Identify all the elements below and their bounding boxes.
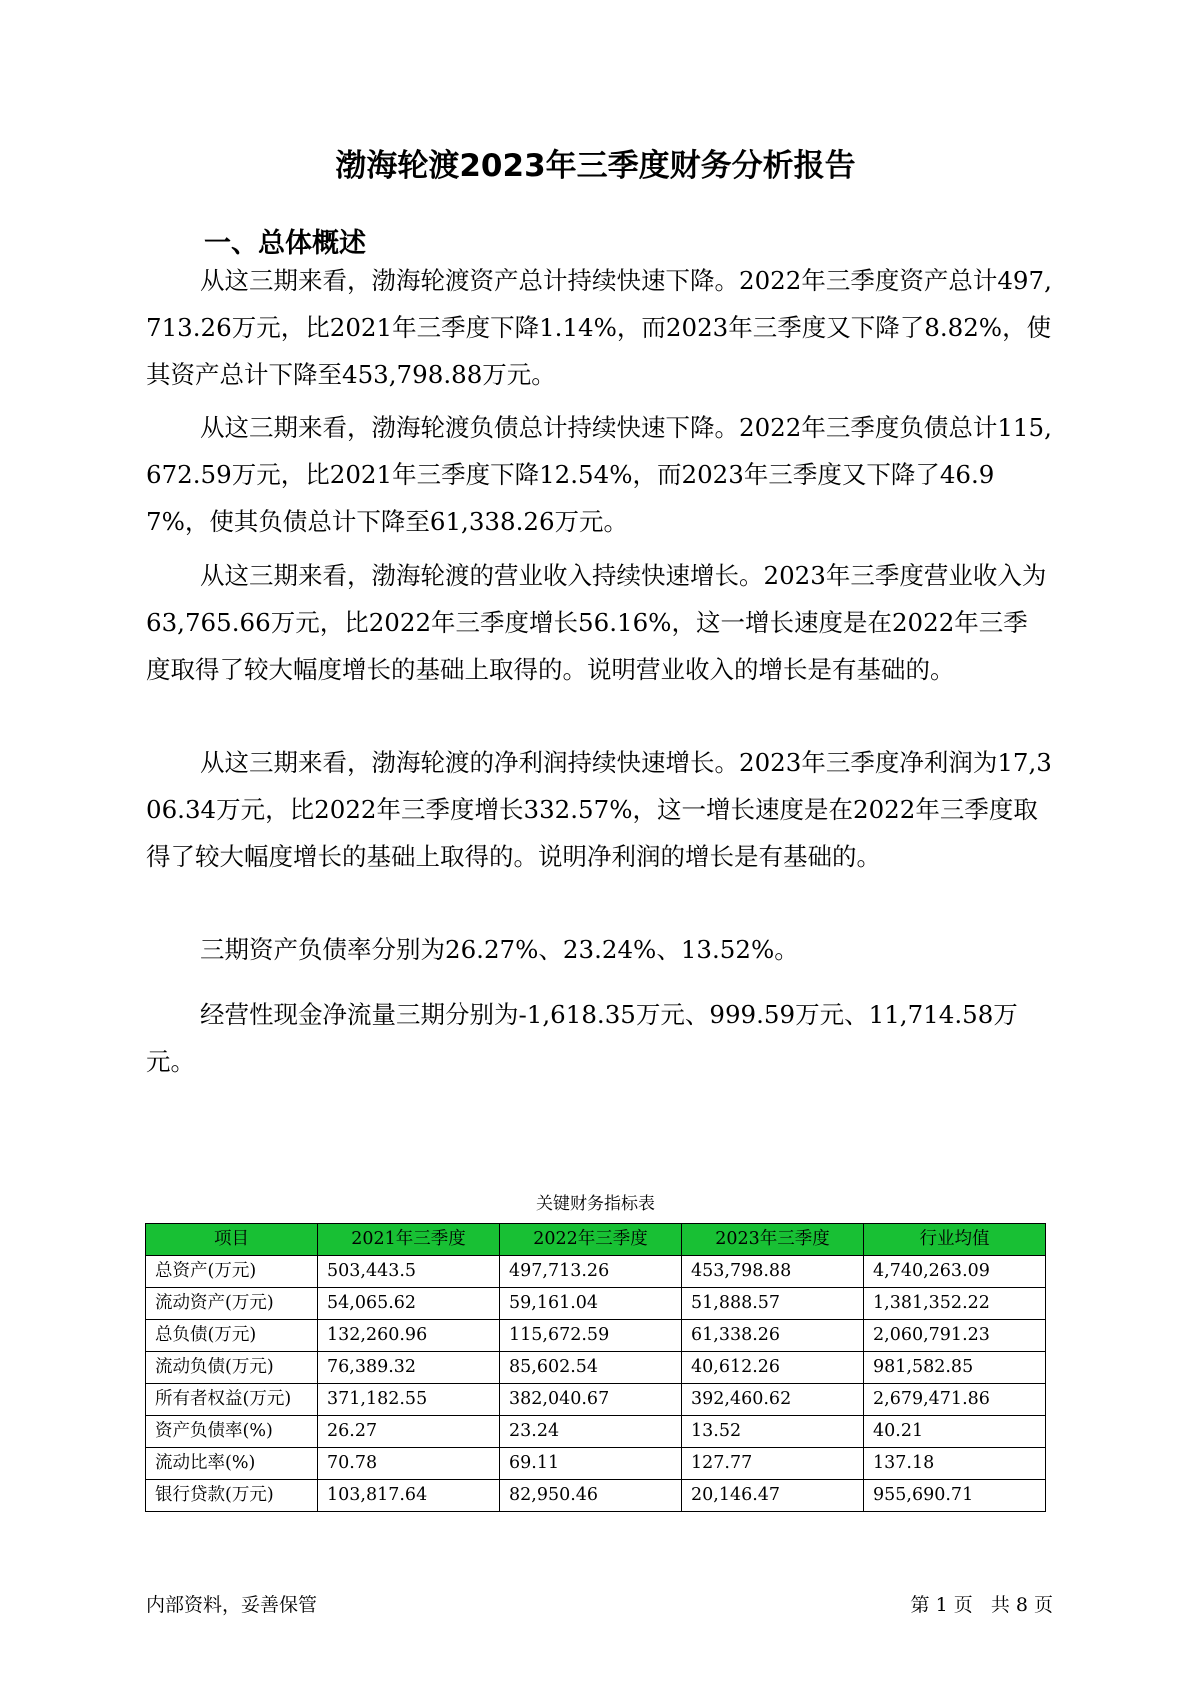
cell-value: 54,065.62: [318, 1288, 500, 1320]
cell-value: 51,888.57: [682, 1288, 864, 1320]
table-row: [146, 1480, 1046, 1512]
table-row: [146, 1320, 1046, 1352]
cell-value: 137.18: [864, 1448, 1046, 1480]
table-caption: 关键财务指标表: [536, 1194, 655, 1214]
cell-value: 59,161.04: [500, 1288, 682, 1320]
cell-value: 392,460.62: [682, 1384, 864, 1416]
table-row: [146, 1256, 1046, 1288]
section-heading-overview: 一、总体概述: [204, 228, 366, 259]
paragraph-net-profit: 从这三期来看，渤海轮渡的净利润持续快速增长。2023年三季度净利润为17,306.34万元，比2022年三季度增长332.57%，这一增长速度是在2022年三季度取得了较大幅度增长的基础上取得的。说明净利润的增长是有基础的。: [146, 748, 1052, 871]
table-header-row: [146, 1224, 1046, 1256]
paragraph-revenue: 从这三期来看，渤海轮渡的营业收入持续快速增长。2023年三季度营业收入为63,765.66万元，比2022年三季度增长56.16%，这一增长速度是在2022年三季度取得了较大幅度增长的基础上取得的。说明营业收入的增长是有基础的。: [146, 561, 1047, 684]
cell-value: 497,713.26: [500, 1256, 682, 1288]
paragraph-liabilities: 从这三期来看，渤海轮渡负债总计持续快速下降。2022年三季度负债总计115,672.59万元，比2021年三季度下降12.54%，而2023年三季度又下降了46.97%，使其负债总计下降至61,338.26万元。: [146, 413, 1052, 536]
cell-value: 453,798.88: [682, 1256, 864, 1288]
row-label: 银行贷款(万元): [146, 1480, 318, 1512]
cell-value: 23.24: [500, 1416, 682, 1448]
row-label: 流动负债(万元): [146, 1352, 318, 1384]
cell-value: 981,582.85: [864, 1352, 1046, 1384]
cell-value: 82,950.46: [500, 1480, 682, 1512]
paragraph-cash-flow: 经营性现金净流量三期分别为-1,618.35万元、999.59万元、11,714.58万元。: [146, 1000, 1018, 1076]
cell-value: 20,146.47: [682, 1480, 864, 1512]
cell-value: 4,740,263.09: [864, 1256, 1046, 1288]
row-label: 资产负债率(%): [146, 1416, 318, 1448]
header-2022q3: 2022年三季度: [500, 1224, 682, 1256]
cell-value: 115,672.59: [500, 1320, 682, 1352]
row-label: 总负债(万元): [146, 1320, 318, 1352]
cell-value: 1,381,352.22: [864, 1288, 1046, 1320]
cell-value: 132,260.96: [318, 1320, 500, 1352]
table-row: [146, 1416, 1046, 1448]
cell-value: 70.78: [318, 1448, 500, 1480]
cell-value: 26.27: [318, 1416, 500, 1448]
cell-value: 2,679,471.86: [864, 1384, 1046, 1416]
header-item: 项目: [146, 1224, 318, 1256]
table-row: [146, 1288, 1046, 1320]
header-industry-average: 行业均值: [864, 1224, 1046, 1256]
cell-value: 13.52: [682, 1416, 864, 1448]
row-label: 流动资产(万元): [146, 1288, 318, 1320]
footer-confidential-note: 内部资料，妥善保管: [146, 1594, 318, 1616]
row-label: 总资产(万元): [146, 1256, 318, 1288]
cell-value: 2,060,791.23: [864, 1320, 1046, 1352]
cell-value: 85,602.54: [500, 1352, 682, 1384]
cell-value: 69.11: [500, 1448, 682, 1480]
row-label: 所有者权益(万元): [146, 1384, 318, 1416]
table-row: [146, 1384, 1046, 1416]
cell-value: 40.21: [864, 1416, 1046, 1448]
header-2023q3: 2023年三季度: [682, 1224, 864, 1256]
header-2021q3: 2021年三季度: [318, 1224, 500, 1256]
cell-value: 76,389.32: [318, 1352, 500, 1384]
footer-page-number: 第 1 页 共 8 页: [910, 1594, 1053, 1616]
table-row: [146, 1352, 1046, 1384]
cell-value: 382,040.67: [500, 1384, 682, 1416]
cell-value: 40,612.26: [682, 1352, 864, 1384]
cell-value: 127.77: [682, 1448, 864, 1480]
paragraph-debt-ratio: 三期资产负债率分别为26.27%、23.24%、13.52%。: [200, 935, 799, 964]
paragraph-assets: 从这三期来看，渤海轮渡资产总计持续快速下降。2022年三季度资产总计497,713.26万元，比2021年三季度下降1.14%，而2023年三季度又下降了8.82%，使其资产总计下降至453,798.88万元。: [146, 266, 1052, 389]
cell-value: 61,338.26: [682, 1320, 864, 1352]
row-label: 流动比率(%): [146, 1448, 318, 1480]
key-financial-indicators-table: [145, 1223, 1046, 1512]
cell-value: 503,443.5: [318, 1256, 500, 1288]
report-title: 渤海轮渡2023年三季度财务分析报告: [335, 148, 856, 184]
table-row: [146, 1448, 1046, 1480]
cell-value: 955,690.71: [864, 1480, 1046, 1512]
cell-value: 103,817.64: [318, 1480, 500, 1512]
cell-value: 371,182.55: [318, 1384, 500, 1416]
